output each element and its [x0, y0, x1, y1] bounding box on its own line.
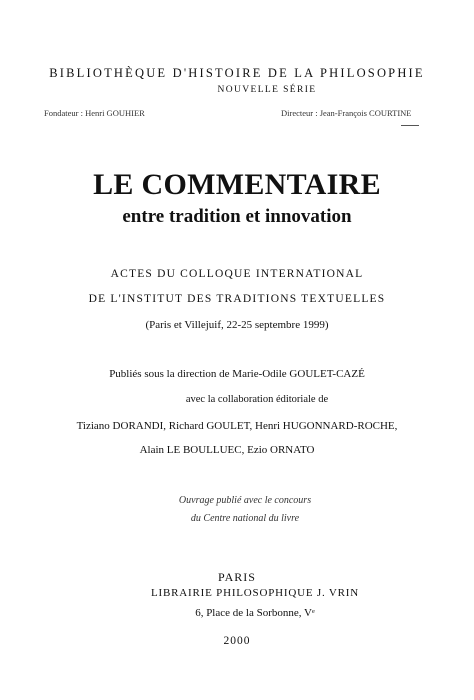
founder-credit: Fondateur : Henri GOUHIER — [44, 108, 145, 118]
support-line-1: Ouvrage publié avec le concours — [178, 495, 312, 506]
imprint-city: PARIS — [218, 570, 256, 584]
series-title: BIBLIOTHÈQUE D'HISTOIRE DE LA PHILOSOPHIE — [49, 66, 425, 80]
book-subtitle: entre tradition et innovation — [122, 206, 352, 227]
imprint-address: 6, Place de la Sorbonne, Vᵉ — [195, 607, 315, 619]
editor-credit: Publiés sous la direction de Marie-Odile GOULET-CAZÉ — [109, 368, 365, 380]
book-title: LE COMMENTAIRE — [93, 168, 381, 201]
imprint-year: 2000 — [223, 635, 251, 647]
series-subtitle: NOUVELLE SÉRIE — [217, 85, 317, 95]
collaboration-credit: avec la collaboration éditoriale de — [185, 394, 329, 405]
proceedings-line-2: DE L'INSTITUT DES TRADITIONS TEXTUELLES — [88, 293, 386, 305]
collaborator-names-2: Alain LE BOULLUEC, Ezio ORNATO — [139, 444, 315, 456]
imprint-publisher: LIBRAIRIE PHILOSOPHIQUE J. VRIN — [151, 587, 359, 599]
header-rule — [401, 125, 419, 126]
proceedings-line-1: ACTES DU COLLOQUE INTERNATIONAL — [110, 268, 364, 280]
director-credit: Directeur : Jean-François COURTINE — [281, 108, 412, 118]
support-line-2: du Centre national du livre — [190, 513, 300, 524]
conference-place-date: (Paris et Villejuif, 22-25 septembre 1999) — [145, 319, 329, 331]
collaborator-names-1: Tiziano DORANDI, Richard GOULET, Henri HUGONNARD-ROCHE, — [76, 420, 398, 432]
